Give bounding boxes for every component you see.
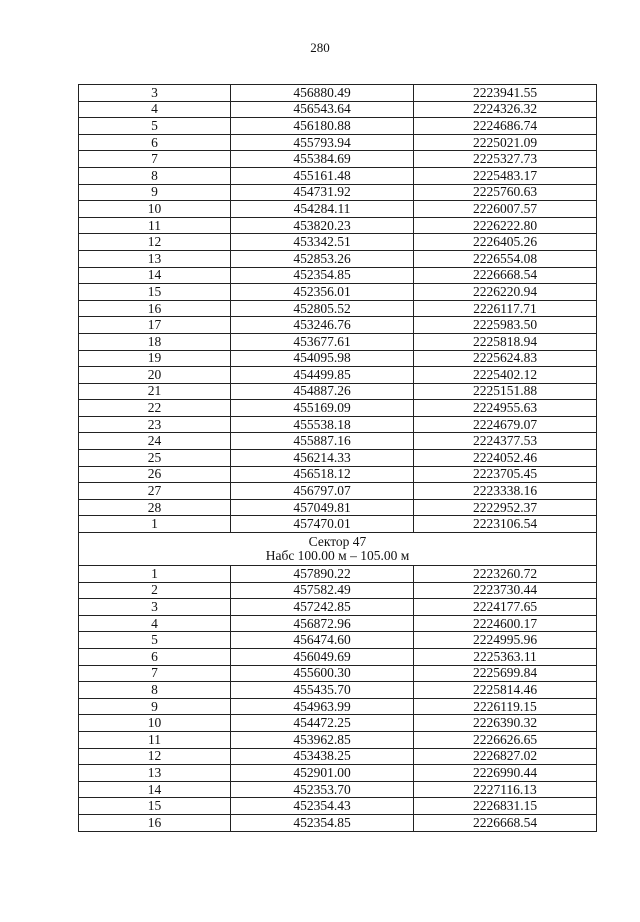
table-row: [79, 400, 597, 417]
y-coordinate-cell: 2226007.57: [414, 201, 597, 218]
point-number-cell: 1: [79, 516, 231, 533]
point-number-cell: 3: [79, 85, 231, 102]
x-coordinate-cell: 455169.09: [231, 400, 414, 417]
y-coordinate-cell: 2225402.12: [414, 367, 597, 384]
table-row: [79, 167, 597, 184]
y-coordinate-cell: 2225983.50: [414, 317, 597, 334]
point-number-cell: 8: [79, 167, 231, 184]
point-number-cell: 24: [79, 433, 231, 450]
x-coordinate-cell: 453438.25: [231, 748, 414, 765]
point-number-cell: 5: [79, 118, 231, 135]
point-number-cell: 21: [79, 383, 231, 400]
x-coordinate-cell: 456474.60: [231, 632, 414, 649]
y-coordinate-cell: 2223730.44: [414, 582, 597, 599]
point-number-cell: 9: [79, 184, 231, 201]
x-coordinate-cell: 452353.70: [231, 781, 414, 798]
y-coordinate-cell: 2226554.08: [414, 250, 597, 267]
table-row: [79, 450, 597, 467]
table-row: [79, 101, 597, 118]
point-number-cell: 15: [79, 284, 231, 301]
x-coordinate-cell: 454499.85: [231, 367, 414, 384]
y-coordinate-cell: 2223941.55: [414, 85, 597, 102]
table-row: [79, 499, 597, 516]
table-row: [79, 566, 597, 583]
page-number: 280: [310, 40, 330, 55]
table-row: [79, 599, 597, 616]
point-number-cell: 16: [79, 300, 231, 317]
x-coordinate-cell: 456049.69: [231, 649, 414, 666]
table-row: [79, 350, 597, 367]
x-coordinate-cell: 455538.18: [231, 416, 414, 433]
y-coordinate-cell: 2224686.74: [414, 118, 597, 135]
x-coordinate-cell: 454284.11: [231, 201, 414, 218]
y-coordinate-cell: 2226668.54: [414, 814, 597, 831]
table-row: [79, 333, 597, 350]
point-number-cell: 8: [79, 682, 231, 699]
table-row: [79, 85, 597, 102]
y-coordinate-cell: 2224052.46: [414, 450, 597, 467]
table-row: [79, 284, 597, 301]
point-number-cell: 7: [79, 151, 231, 168]
point-number-cell: 20: [79, 367, 231, 384]
sector-height-range: Набс 100.00 м – 105.00 м: [265, 548, 410, 564]
y-coordinate-cell: 2225327.73: [414, 151, 597, 168]
point-number-cell: 13: [79, 765, 231, 782]
table-row: [79, 682, 597, 699]
y-coordinate-cell: 2223260.72: [414, 566, 597, 583]
x-coordinate-cell: 452805.52: [231, 300, 414, 317]
point-number-cell: 23: [79, 416, 231, 433]
table-row: [79, 632, 597, 649]
table-section-before-sector: [79, 85, 597, 533]
table-row: [79, 416, 597, 433]
point-number-cell: 16: [79, 814, 231, 831]
point-number-cell: 4: [79, 101, 231, 118]
sector-title: Сектор 47: [308, 534, 367, 550]
table-row: [79, 582, 597, 599]
table-row: [79, 748, 597, 765]
x-coordinate-cell: 453677.61: [231, 333, 414, 350]
x-coordinate-cell: 454095.98: [231, 350, 414, 367]
table-row: [79, 466, 597, 483]
point-number-cell: 9: [79, 698, 231, 715]
y-coordinate-cell: 2226990.44: [414, 765, 597, 782]
point-number-cell: 15: [79, 798, 231, 815]
sector-header-row: [79, 533, 597, 566]
y-coordinate-cell: 2225151.88: [414, 383, 597, 400]
table-row: [79, 367, 597, 384]
point-number-cell: 4: [79, 615, 231, 632]
y-coordinate-cell: 2222952.37: [414, 499, 597, 516]
sector-header-section: [79, 533, 597, 566]
table-row: [79, 317, 597, 334]
y-coordinate-cell: 2226668.54: [414, 267, 597, 284]
x-coordinate-cell: 457890.22: [231, 566, 414, 583]
table-section-after-sector: [79, 566, 597, 832]
point-number-cell: 25: [79, 450, 231, 467]
table-row: [79, 665, 597, 682]
x-coordinate-cell: 455384.69: [231, 151, 414, 168]
y-coordinate-cell: 2223705.45: [414, 466, 597, 483]
x-coordinate-cell: 453962.85: [231, 731, 414, 748]
x-coordinate-cell: 457582.49: [231, 582, 414, 599]
x-coordinate-cell: 457242.85: [231, 599, 414, 616]
y-coordinate-cell: 2225624.83: [414, 350, 597, 367]
x-coordinate-cell: 456518.12: [231, 466, 414, 483]
x-coordinate-cell: 452356.01: [231, 284, 414, 301]
point-number-cell: 12: [79, 748, 231, 765]
x-coordinate-cell: 454472.25: [231, 715, 414, 732]
point-number-cell: 7: [79, 665, 231, 682]
y-coordinate-cell: 2224177.65: [414, 599, 597, 616]
point-number-cell: 3: [79, 599, 231, 616]
table-row: [79, 118, 597, 135]
y-coordinate-cell: 2224679.07: [414, 416, 597, 433]
x-coordinate-cell: 456880.49: [231, 85, 414, 102]
table-row: [79, 300, 597, 317]
table-row: [79, 615, 597, 632]
y-coordinate-cell: 2226827.02: [414, 748, 597, 765]
x-coordinate-cell: 455435.70: [231, 682, 414, 699]
x-coordinate-cell: 452354.43: [231, 798, 414, 815]
y-coordinate-cell: 2226390.32: [414, 715, 597, 732]
table-row: [79, 151, 597, 168]
x-coordinate-cell: 452354.85: [231, 814, 414, 831]
x-coordinate-cell: 453342.51: [231, 234, 414, 251]
table-row: [79, 798, 597, 815]
y-coordinate-cell: 2225021.09: [414, 134, 597, 151]
x-coordinate-cell: 457470.01: [231, 516, 414, 533]
table-row: [79, 765, 597, 782]
x-coordinate-cell: 453246.76: [231, 317, 414, 334]
table-row: [79, 731, 597, 748]
point-number-cell: 22: [79, 400, 231, 417]
table-row: [79, 483, 597, 500]
point-number-cell: 1: [79, 566, 231, 583]
point-number-cell: 6: [79, 649, 231, 666]
x-coordinate-cell: 454887.26: [231, 383, 414, 400]
table-row: [79, 234, 597, 251]
y-coordinate-cell: 2226119.15: [414, 698, 597, 715]
y-coordinate-cell: 2226405.26: [414, 234, 597, 251]
point-number-cell: 11: [79, 217, 231, 234]
table-row: [79, 201, 597, 218]
y-coordinate-cell: 2224955.63: [414, 400, 597, 417]
x-coordinate-cell: 456797.07: [231, 483, 414, 500]
table-row: [79, 217, 597, 234]
x-coordinate-cell: 455887.16: [231, 433, 414, 450]
point-number-cell: 2: [79, 582, 231, 599]
x-coordinate-cell: 455600.30: [231, 665, 414, 682]
x-coordinate-cell: 452901.00: [231, 765, 414, 782]
table-row: [79, 698, 597, 715]
point-number-cell: 27: [79, 483, 231, 500]
x-coordinate-cell: 452354.85: [231, 267, 414, 284]
x-coordinate-cell: 456543.64: [231, 101, 414, 118]
x-coordinate-cell: 455793.94: [231, 134, 414, 151]
table-row: [79, 184, 597, 201]
point-number-cell: 17: [79, 317, 231, 334]
x-coordinate-cell: 454731.92: [231, 184, 414, 201]
table-row: [79, 383, 597, 400]
table-row: [79, 814, 597, 831]
x-coordinate-cell: 456214.33: [231, 450, 414, 467]
y-coordinate-cell: 2226117.71: [414, 300, 597, 317]
table-row: [79, 516, 597, 533]
x-coordinate-cell: 455161.48: [231, 167, 414, 184]
sector-header-cell: [79, 533, 597, 566]
y-coordinate-cell: 2226626.65: [414, 731, 597, 748]
point-number-cell: 6: [79, 134, 231, 151]
y-coordinate-cell: 2227116.13: [414, 781, 597, 798]
point-number-cell: 26: [79, 466, 231, 483]
x-coordinate-cell: 452853.26: [231, 250, 414, 267]
y-coordinate-cell: 2224377.53: [414, 433, 597, 450]
point-number-cell: 14: [79, 267, 231, 284]
y-coordinate-cell: 2225483.17: [414, 167, 597, 184]
point-number-cell: 12: [79, 234, 231, 251]
y-coordinate-cell: 2223106.54: [414, 516, 597, 533]
point-number-cell: 28: [79, 499, 231, 516]
x-coordinate-cell: 453820.23: [231, 217, 414, 234]
point-number-cell: 19: [79, 350, 231, 367]
point-number-cell: 10: [79, 201, 231, 218]
table-row: [79, 250, 597, 267]
y-coordinate-cell: 2226220.94: [414, 284, 597, 301]
y-coordinate-cell: 2224995.96: [414, 632, 597, 649]
point-number-cell: 18: [79, 333, 231, 350]
x-coordinate-cell: 456180.88: [231, 118, 414, 135]
table-row: [79, 433, 597, 450]
y-coordinate-cell: 2225760.63: [414, 184, 597, 201]
y-coordinate-cell: 2225814.46: [414, 682, 597, 699]
coordinates-table: [78, 84, 597, 832]
point-number-cell: 11: [79, 731, 231, 748]
point-number-cell: 14: [79, 781, 231, 798]
y-coordinate-cell: 2224326.32: [414, 101, 597, 118]
table-row: [79, 649, 597, 666]
table-row: [79, 134, 597, 151]
y-coordinate-cell: 2224600.17: [414, 615, 597, 632]
point-number-cell: 10: [79, 715, 231, 732]
table-row: [79, 267, 597, 284]
point-number-cell: 13: [79, 250, 231, 267]
y-coordinate-cell: 2226222.80: [414, 217, 597, 234]
y-coordinate-cell: 2225699.84: [414, 665, 597, 682]
table-row: [79, 781, 597, 798]
point-number-cell: 5: [79, 632, 231, 649]
table-row: [79, 715, 597, 732]
y-coordinate-cell: 2225818.94: [414, 333, 597, 350]
y-coordinate-cell: 2225363.11: [414, 649, 597, 666]
x-coordinate-cell: 454963.99: [231, 698, 414, 715]
x-coordinate-cell: 457049.81: [231, 499, 414, 516]
y-coordinate-cell: 2223338.16: [414, 483, 597, 500]
x-coordinate-cell: 456872.96: [231, 615, 414, 632]
y-coordinate-cell: 2226831.15: [414, 798, 597, 815]
